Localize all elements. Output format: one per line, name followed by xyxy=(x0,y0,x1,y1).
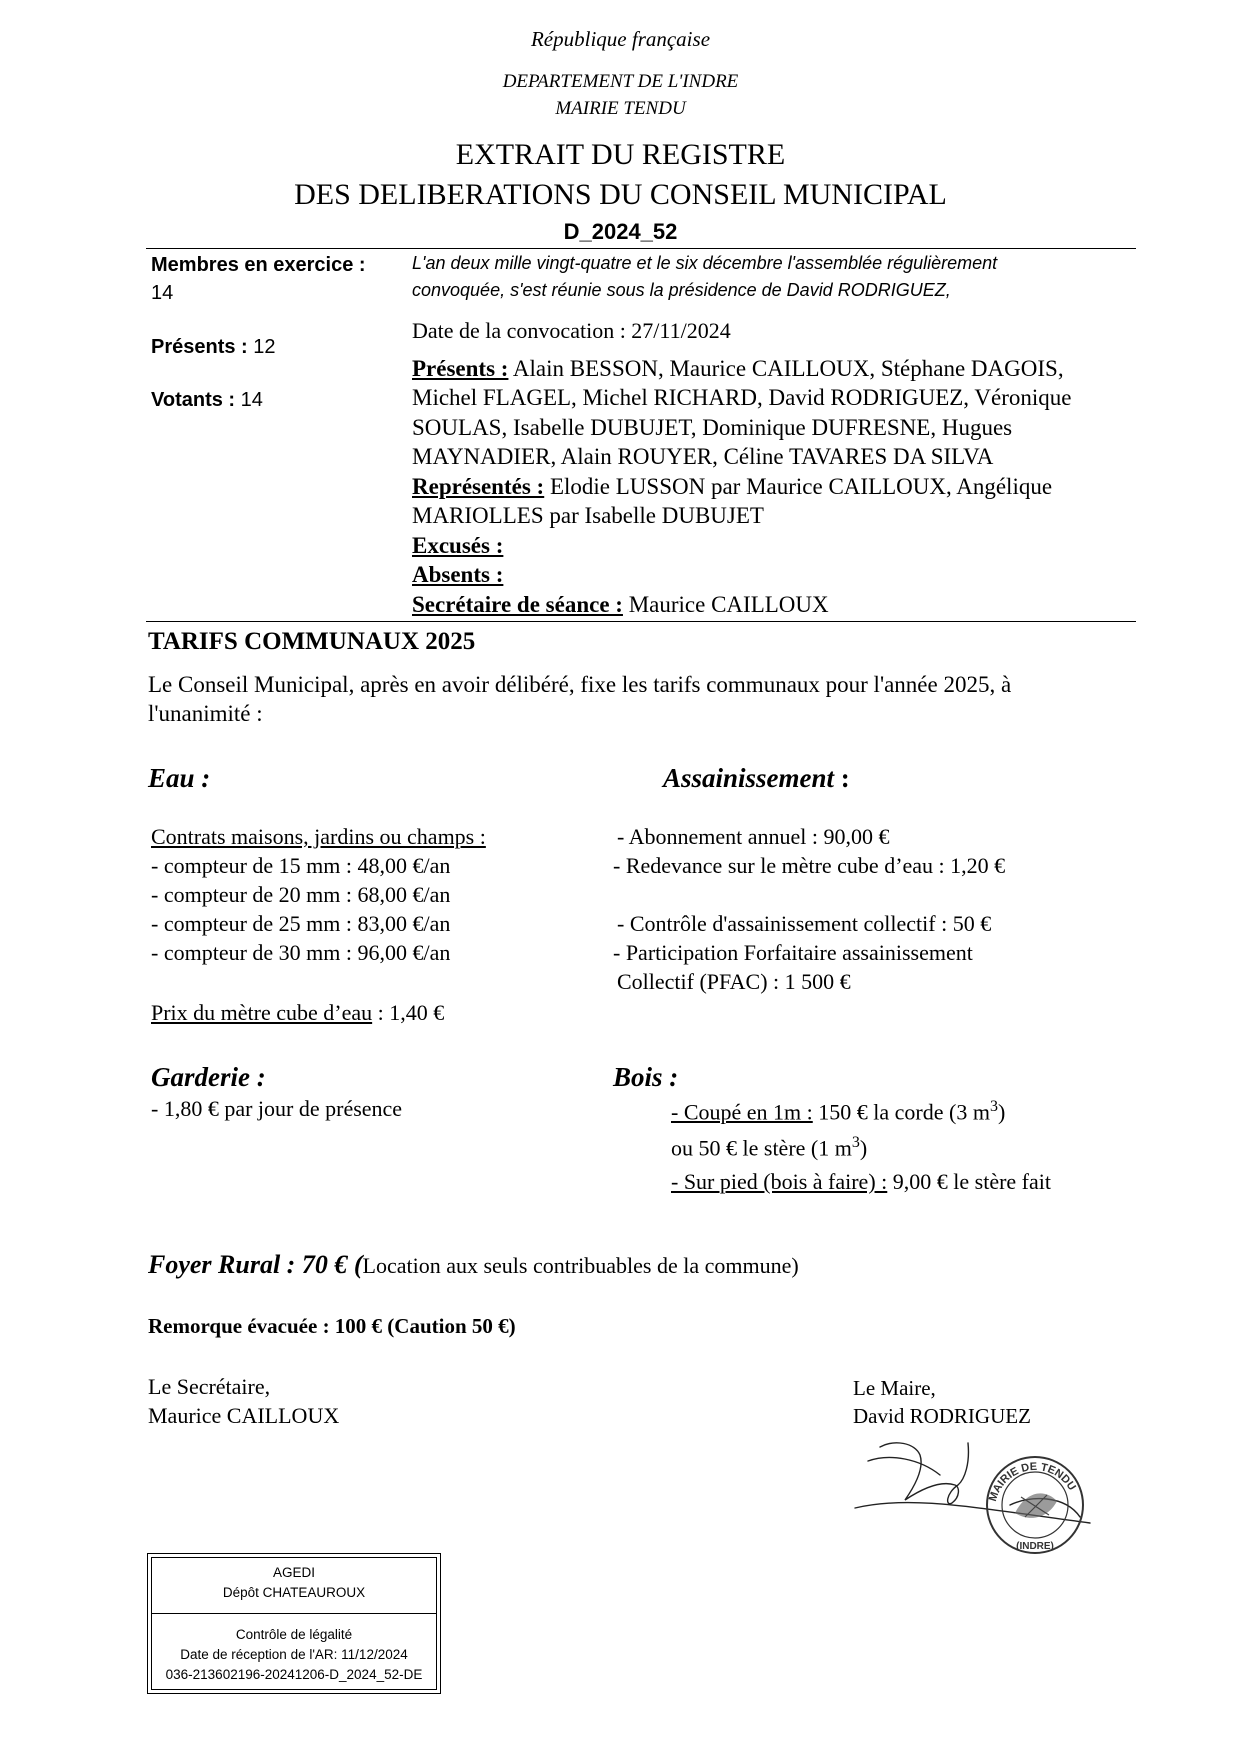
agedi-box-inner xyxy=(151,1557,437,1690)
compteur-20: - compteur de 20 mm : 68,00 €/an xyxy=(151,882,451,907)
session-intro-line-2: convoquée, s'est réunie sous la présidence de David RODRIGUEZ, xyxy=(412,280,951,300)
secretaire-title: Le Secrétaire, xyxy=(148,1374,271,1399)
absents-label: Absents : xyxy=(412,562,504,587)
prix-metre-cube: Prix du mètre cube d’eau : 1,40 € xyxy=(151,1000,445,1025)
compteur-25: - compteur de 25 mm : 83,00 €/an xyxy=(151,911,451,936)
department-label: DEPARTEMENT DE L'INDRE xyxy=(502,71,739,92)
bottom-rule xyxy=(146,621,1136,622)
presents-line-3: SOULAS, Isabelle DUBUJET, Dominique DUFRESNE, Hugues xyxy=(412,415,1013,440)
maire-name: David RODRIGUEZ xyxy=(853,1404,1031,1428)
top-rule xyxy=(146,248,1136,249)
intro-paragraph-line-1: Le Conseil Municipal, après en avoir délibéré, fixe les tarifs communaux pour l'année 2025, à xyxy=(148,672,1012,697)
agedi-line-4: Date de réception de l'AR: 11/12/2024 xyxy=(180,1647,408,1662)
representes-line-2: MARIOLLES par Isabelle DUBUJET xyxy=(412,503,764,528)
compteur-30: - compteur de 30 mm : 96,00 €/an xyxy=(151,940,451,965)
agedi-line-1: AGEDI xyxy=(272,1565,315,1580)
bois-stere: ou 50 € le stère (1 $m^3$) xyxy=(671,1134,868,1161)
abonnement-annuel: - Abonnement annuel : 90,00 € xyxy=(617,824,890,849)
intro-paragraph-line-2: l'unanimité : xyxy=(148,701,263,726)
redevance-metre-cube: - Redevance sur le mètre cube d’eau : 1,20 € xyxy=(613,853,1006,878)
garderie-tarif: - 1,80 € par jour de présence xyxy=(151,1096,403,1121)
excuses-label: Excusés : xyxy=(412,533,504,558)
representes-line-1: Représentés : Elodie LUSSON par Maurice CAILLOUX, Angélique xyxy=(412,474,1053,499)
bois-title: Bois : xyxy=(613,1062,679,1092)
handwritten-signature xyxy=(855,1443,1090,1523)
agedi-line-3: Contrôle de légalité xyxy=(235,1627,353,1642)
eau-title: Eau : xyxy=(148,763,211,793)
stamp-bottom-text: (INDRE) xyxy=(1016,1541,1054,1552)
title-line-1: EXTRAIT DU REGISTRE xyxy=(455,138,786,171)
remorque-tarif: Remorque évacuée : 100 € (Caution 50 €) xyxy=(148,1314,516,1338)
controle-assainissement: - Contrôle d'assainissement collectif : 50 € xyxy=(617,911,992,936)
membres-label: Membres en exercice : xyxy=(151,254,366,276)
presents-line-4: MAYNADIER, Alain ROUYER, Céline TAVARES DA SILVA xyxy=(412,444,994,469)
deliberation-reference: D_2024_52 xyxy=(563,219,678,244)
mairie-label: MAIRIE TENDU xyxy=(555,98,686,119)
compteur-15: - compteur de 15 mm : 48,00 €/an xyxy=(151,853,451,878)
presents-count: Présents : 12 xyxy=(151,336,276,358)
votants-count: Votants : 14 xyxy=(151,389,263,411)
bois-coupe: - Coupé en 1m : 150 € la corde (3 $m^3$) xyxy=(671,1098,1006,1125)
garderie-title: Garderie : xyxy=(151,1062,266,1092)
presents-line-1: Présents : Alain BESSON, Maurice CAILLOUX, Stéphane DAGOIS, xyxy=(412,356,1064,381)
agedi-divider xyxy=(152,1613,436,1614)
presents-line-2: Michel FLAGEL, Michel RICHARD, David RODRIGUEZ, Véronique xyxy=(412,385,1072,410)
secretaire-name: Maurice CAILLOUX xyxy=(148,1403,340,1428)
pfac-line-1: - Participation Forfaitaire assainissement xyxy=(613,940,973,965)
pfac-line-2: Collectif (PFAC) : 1 500 € xyxy=(617,969,851,994)
agedi-line-5: 036-213602196-20241206-D_2024_52-DE xyxy=(165,1667,423,1682)
stamp-text: MAIRIE DE TENDU xyxy=(986,1460,1078,1503)
assainissement-title: Assainissement : xyxy=(663,763,850,793)
membres-value: 14 xyxy=(151,282,174,304)
contrats-label: Contrats maisons, jardins ou champs : xyxy=(151,824,486,849)
section-title: TARIFS COMMUNAUX 2025 xyxy=(148,628,476,655)
agedi-line-2: Dépôt CHATEAUROUX xyxy=(222,1585,366,1600)
session-intro-line-1: L'an deux mille vingt-quatre et le six décembre l'assemblée régulièrement xyxy=(412,253,998,273)
signature-and-stamp xyxy=(850,1435,1110,1565)
secretaire-seance: Secrétaire de séance : Maurice CAILLOUX xyxy=(412,592,829,617)
foyer-rural: Foyer Rural : 70 € (Location aux seuls contribuables de la commune) xyxy=(148,1250,799,1279)
mairie-stamp xyxy=(987,1457,1083,1553)
convocation-date: Date de la convocation : 27/11/2024 xyxy=(412,318,731,343)
title-line-2: DES DELIBERATIONS DU CONSEIL MUNICIPAL xyxy=(294,178,947,211)
maire-title: Le Maire, xyxy=(853,1376,936,1400)
republic-label: République française xyxy=(530,27,711,51)
agedi-box xyxy=(147,1553,441,1694)
bois-sur-pied: - Sur pied (bois à faire) : 9,00 € le stère fait xyxy=(671,1169,1051,1194)
